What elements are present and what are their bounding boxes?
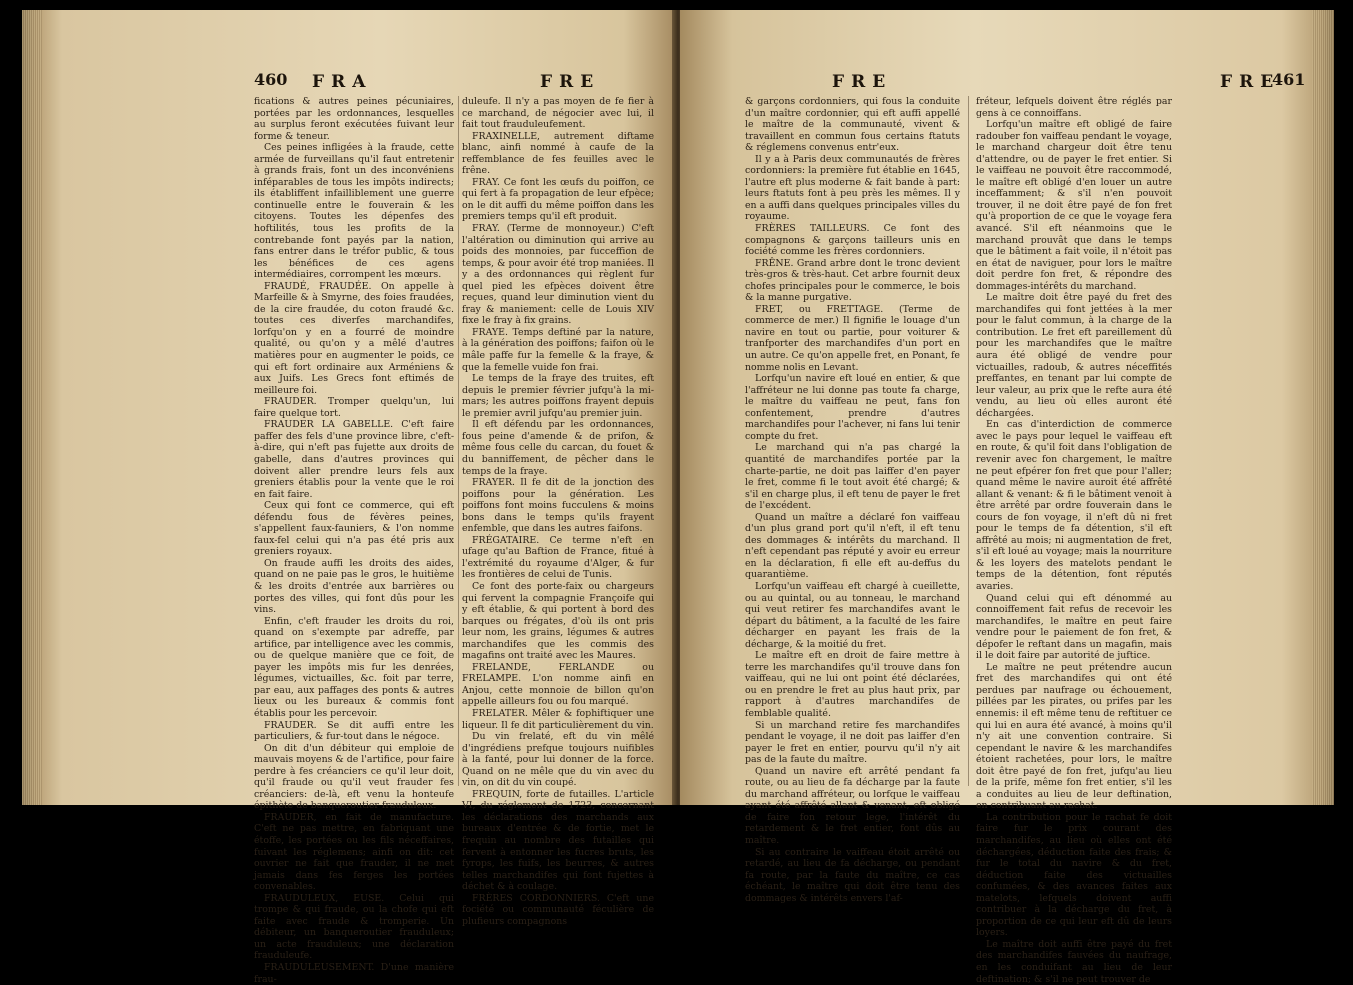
paragraph: FRAUDER LA GABELLE. C'eft faire paffer des fels d'une province libre, c'eft-à-dire, qui n'eft pas fujette aux droits de gabelle, dans d'autres provinces qui doivent aller prendre leurs fels aux greniers établis pour la vente que le roi en fait faire. <box>254 419 454 500</box>
paragraph: FREQUIN, forte de futailles. L'article VI, du réglement de 1723, concernant les déclarations des marchands aux bureaux d'entrée & de fortie, met le frequin au nombre des futailles qui fervent à entonner les fucres bruts, les fyrops, les fuifs, les beurres, & autres telles marchandifes qui font fujettes à déchet & à coulage. <box>462 788 654 893</box>
paragraph: FRAYE. Temps deftiné par la nature, à la génération des poiffons; faifon où le mâle paffe fur la femelle & la fraye, & que la femelle vuide fon frai. <box>462 326 654 373</box>
paragraph: FRAUDER. Tromper quelqu'un, lui faire quelque tort. <box>254 396 454 419</box>
paragraph: Si un marchand retire fes marchandifes pendant le voyage, il ne doit pas laiffer d'en payer le fret en entier, pourvu qu'il n'y ait pas de la faute du maître. <box>745 719 960 766</box>
paragraph: Le temps de la fraye des truites, eft depuis le premier février jufqu'à la mi-mars; les autres poiffons frayent depuis le premier avril jufqu'au premier juin. <box>462 373 654 419</box>
paragraph: FRAUDULEUSEMENT. D'une manière frau- <box>254 962 454 985</box>
paragraph: & garçons cordonniers, qui fous la conduite d'un maître cordonnier, qui eft auffi appellé le maître de la communauté, vivent & travaillent en commun fous certains ftatuts & réglemens convenus entr'eux. <box>745 96 960 154</box>
paragraph: Enfin, c'eft frauder les droits du roi, quand on s'exempte par adreffe, par artifice, par intelligence avec les commis, ou de quelque manière que ce foit, de payer les impôts mis fur les denrées, légumes, victuailles, &c. foit par terre, par eau, aux paffages des ponts & autres lieux ou les bureaux & commis font établis pour les percevoir. <box>254 615 454 719</box>
page-edges-right <box>1312 10 1334 805</box>
paragraph: En cas d'interdiction de commerce avec le pays pour lequel le vaiffeau eft en route, & qu'il foit dans l'obligation de revenir avec fon chargement, le maître ne peut efpérer fon fret que pour l'aller; quand même le navire auroit été affrêté allant & venant: & fi le bâtiment venoit à être arrêté par ordre fouverain dans le cours de fon voyage, il n'eft dû ni fret pour le temps de fa détention, s'il eft affrêté au mois; ni augmentation de fret, s'il eft loué au voyage; mais la nourriture & les loyers des matelots pendant le temps de la détention, font réputés avaries. <box>976 419 1172 592</box>
paragraph: Lorfqu'un navire eft loué en entier, & que l'affréteur ne lui donne pas toute fa charge, le maître du vaiffeau ne peut, fans fon confentement, prendre d'autres marchandifes pour l'achever, ni fans lui tenir compte du fret. <box>745 373 960 442</box>
open-book <box>22 10 1334 985</box>
paragraph: Le marchand qui n'a pas chargé la quantité de marchandifes portée par la charte-partie, ne doit pas laiffer d'en payer le fret, comme fi le tout avoit été chargé; & s'il en charge plus, il eft tenu de payer le fret de l'excédent. <box>745 442 960 512</box>
paragraph: Il y a à Paris deux communautés de frères cordonniers: la première fut établie en 1645, l'autre eft plus moderne & fait bande à part: leurs ftatuts font à peu près les mêmes. Il y en a auffi dans quelques principales villes du royaume. <box>745 153 960 223</box>
page-number-right: 461 <box>1272 70 1306 89</box>
running-head-left-col1: FRA <box>312 72 373 92</box>
paragraph: FRAY. Ce font les œufs du poiffon, ce qui fert à fa propagation de leur efpèce; on le dit auffi du même poiffon dans les premiers temps qu'il eft produit. <box>462 176 654 223</box>
paragraph: Il eft défendu par les ordonnances, fous peine d'amende & de prifon, & même fous celle du carcan, du fouet & du banniffement, de pêcher dans le temps de la fraye. <box>462 419 654 477</box>
paragraph: Le maître doit être payé du fret des marchandifes qui font jettées à la mer pour le falut commun, à la charge de la contribution. Le fret eft pareillement dû pour les marchandifes que le maître aura été obligé de vendre pour victuailles, radoub, & autres néceffités preffantes, en tenant par lui compte de leur valeur, au prix que le refte aura été vendu, au lieu où elles auront été déchargées. <box>976 292 1172 419</box>
paragraph: On fraude auffi les droits des aides, quand on ne paie pas le gros, le huitième & les droits d'entrée aux barrières ou portes des villes, qui font dûs pour les vins. <box>254 557 454 616</box>
paragraph: La contribution pour le rachat fe doit faire fur le prix courant des marchandifes, au lieu où elles ont été déchargées, déduction faite des frais; & fur le total du navire & du fret, déduction faite des victuailles confumées, & des avances faites aux matelots, lefquels doivent auffi contribuer à la décharge du fret, à proportion de ce qui leur eft dû de leurs loyers. <box>976 811 1172 939</box>
paragraph: Du vin frelaté, eft du vin mêlé d'ingrédiens prefque toujours nuifibles à la fanté, pour lui donner de la force. Quand on ne mêle que du vin avec du vin, on dit du vin coupé. <box>462 731 654 789</box>
paragraph: Si au contraire le vaiffeau étoit arrêté ou retardé, au lieu de fa décharge, ou pendant fa route, par la faute du maître, ce cas échéant, le maître qui doit être tenu des dommages & intérêts envers l'af- <box>745 846 960 904</box>
paragraph: Le maître doit auffi être payé du fret des marchandifes fauvées du naufrage, en les conduifant au lieu de leur deftination; & s'il ne peut trouver de <box>976 938 1172 985</box>
running-head-right-col1: FRE <box>832 72 893 92</box>
paragraph: fications & autres peines pécuniaires, portées par les ordonnances, lesquelles au surplus feront exécutées fuivant leur forme & teneur. <box>254 96 454 142</box>
paragraph: FRÊNE. Grand arbre dont le tronc devient très-gros & très-haut. Cet arbre fournit deux chofes principales pour le commerce, le bois & la manne purgative. <box>745 257 960 304</box>
paragraph: Ceux qui font ce commerce, qui eft défendu fous de févères peines, s'appellent faux-fauniers, & l'on nomme faux-fel celui qui n'a pas été pris aux greniers royaux. <box>254 500 454 558</box>
right-column-1 <box>745 96 960 904</box>
paragraph: Ces peines infligées à la fraude, cette armée de furveillans qu'il faut entretenir à grands frais, font un des inconvéniens inféparables de tous les impôts indirects; ils établiffent infailliblement une guerre continuelle entre le fouverain & les citoyens. Toutes les dépenfes des hoftilités, tous les profits de la contrebande font payés par la nation, fans entrer dans le tréfor public, & tous les bénéfices de ces agens intermédiaires, corrompent les mœurs. <box>254 142 454 281</box>
paragraph: FRELATER. Mêler & fophiftiquer une liqueur. Il fe dit particulièrement du vin. <box>462 707 654 731</box>
paragraph: Le maître ne peut prétendre aucun fret des marchandifes qui ont été perdues par naufrage ou échouement, pillées par les pirates, ou prifes par les ennemis: il eft même tenu de reftituer ce qui lui en aura été avancé, à moins qu'il n'y ait une convention contraire. Si cependant le navire & les marchandifes étoient rachetées, pour lors, le maître doit être payé de fon fret, jufqu'au lieu de la prife, même fon fret entier, s'il les a conduites au lieu de leur deftination, en contribuant au rachat. <box>976 661 1172 812</box>
paragraph: Ce font des porte-faix ou chargeurs qui fervent la compagnie Françoife qui y eft établie, & qui portent à bord des barques ou frégates, d'où ils ont pris leur nom, les grains, légumes & autres marchandifes que les commis des magafins ont traité avec les Maures. <box>462 580 654 662</box>
paragraph: FRET, ou FRETTAGE. (Terme de commerce de mer.) Il fignifie le louage d'un navire en tout ou partie, pour voiturer & tranfporter des marchandifes d'un port en un autre. Ce qu'on appelle fret, en Ponant, fe nomme nolis en Levant. <box>745 303 960 373</box>
paragraph: Quand un maître a déclaré fon vaiffeau d'un plus grand port qu'il n'eft, il eft tenu des dommages & intérêts du marchand. Il n'eft cependant pas réputé y avoir eu erreur en la déclaration, fi elle eft au-deffus du quarantième. <box>745 511 960 581</box>
running-head-right-col2: FRE <box>1220 72 1281 92</box>
paragraph: On dit d'un débiteur qui emploie de mauvais moyens & de l'artifice, pour faire perdre à fes créanciers ce qu'il leur doit, qu'il fraude ou qu'il veut frauder fes créanciers: de-là, eft venu la honteufe épithète de banqueroutier frauduleux. <box>254 742 454 812</box>
paragraph: FRAXINELLE, autrement diftame blanc, ainfi nommé à caufe de la reffemblance de fes feuilles avec le frêne. <box>462 130 654 177</box>
left-column-2 <box>462 96 654 927</box>
paragraph: Lorfqu'un maître eft obligé de faire radouber fon vaiffeau pendant le voyage, le marchand chargeur doit être tenu d'attendre, ou de payer le fret entier. Si le vaiffeau ne pouvoit être raccommodé, le maître eft obligé d'en louer un autre inceffamment; & s'il n'en pouvoit trouver, il ne doit être payé de fon fret qu'à proportion de ce que le voyage fera avancé. S'il eft néanmoins que le marchand prouvât que dans le temps que le bâtiment a fait voile, il n'étoit pas en état de naviguer, pour lors le maître doit perdre fon fret, & répondre des dommages-intérêts du marchand. <box>976 119 1172 292</box>
left-column-1 <box>254 96 454 985</box>
paragraph: duleufe. Il n'y a pas moyen de fe fier à ce marchand, de négocier avec lui, il fait tout frauduleufement. <box>462 96 654 131</box>
left-page <box>22 10 676 985</box>
paragraph: Quand un navire eft arrêté pendant fa route, ou au lieu de fa décharge par la faute du marchand affréteur, ou lorfque le vaiffeau ayant été affrêté allant & venant, eft obligé de faire fon retour lege, l'intérêt du retardement & le fret entier, font dûs au maître. <box>745 765 960 846</box>
column-rule-right <box>968 96 969 786</box>
paragraph: FRAUDÉ, FRAUDÉE. On appelle à Marfeille & à Smyrne, des foies fraudées, de la cire fraudée, du coton fraudé &c. toutes ces diverfes marchandifes, lorfqu'on y en a fourré de moindre qualité, ou qu'on y a mêlé d'autres matières pour en augmenter le poids, ce qui eft fort ordinaire aux Arméniens & aux Juifs. Les Grecs font eftimés de meilleure foi. <box>254 280 454 396</box>
paragraph: FRELANDE, FERLANDE ou FRELAMPE. L'on nomme ainfi en Anjou, cette monnoie de billon qu'on appelle ailleurs fou ou fou marqué. <box>462 661 654 708</box>
paragraph: Lorfqu'un vaiffeau eft chargé à cueillette, ou au quintal, ou au tonneau, le marchand qui veut retirer fes marchandifes avant le départ du bâtiment, a la faculté de les faire décharger en payant les frais de la décharge, & la moitié du fret. <box>745 580 960 650</box>
page-number-left: 460 <box>254 70 288 89</box>
right-column-2 <box>976 96 1172 985</box>
paragraph: FRÈRES TAILLEURS. Ce font des compagnons & garçons tailleurs unis en fociété comme les frères cordonniers. <box>745 223 960 258</box>
page-edges-left <box>22 10 42 805</box>
paragraph: FRAUDER, en fait de manufacture. C'eft ne pas mettre, en fabriquant une étoffe, les portées ou les fils néceffaires, fuivant les réglemens; ainfi on dit: cet ouvrier ne fait que frauder, il ne met jamais dans fes ferges les portées convenables. <box>254 811 454 893</box>
paragraph: Le maître eft en droit de faire mettre à terre les marchandifes qu'il trouve dans fon vaiffeau, qui ne lui ont point été déclarées, ou en prendre le fret au plus haut prix, par rapport à d'autres marchandifes de femblable qualité. <box>745 650 960 719</box>
paragraph: FRÈRES CORDONNIERS. C'eft une fociété ou communauté féculière de plufieurs compagnons <box>462 892 654 927</box>
paragraph: FRAY. (Terme de monnoyeur.) C'eft l'altération ou diminution qui arrive au poids des monnoies, par fucceffion de temps, & pour avoir été trop maniées. Il y a des ordonnances qui règlent fur quel pied les efpèces doivent être reçues, quand leur diminution vient du fray & maniement: celle de Louis XIV fixe le fray à fix grains. <box>462 223 654 327</box>
running-head-left-col2: FRE <box>540 72 601 92</box>
paragraph: FRAYER. Il fe dit de la jonction des poiffons pour la génération. Les poiffons font moins fucculens & moins bons dans le temps qu'ils frayent enfemble, que dans les autres faifons. <box>462 477 654 535</box>
paragraph: fréteur, lefquels doivent être réglés par gens à ce connoiffans. <box>976 96 1172 119</box>
paragraph: FRAUDULEUX, EUSE. Celui qui trompe & qui fraude, ou la chofe qui eft faite avec fraude & tromperie. Un débiteur, un banqueroutier frauduleux; un acte frauduleux; une déclaration frauduleufe. <box>254 892 454 962</box>
paragraph: FRÉGATAIRE. Ce terme n'eft en ufage qu'au Baftion de France, fitué à l'extrémité du royaume d'Alger, & fur les frontières de celui de Tunis. <box>462 534 654 581</box>
right-page <box>680 10 1334 985</box>
column-rule-left <box>458 96 459 786</box>
paragraph: Quand celui qui eft dénommé au connoiffement fait refus de recevoir les marchandifes, le maître en peut faire vendre pour le paiement de fon fret, & dépofer le reftant dans un magafin, mais il le doit faire par autorité de juftice. <box>976 592 1172 662</box>
paragraph: FRAUDER. Se dit auffi entre les particuliers, & fur-tout dans le négoce. <box>254 719 454 743</box>
